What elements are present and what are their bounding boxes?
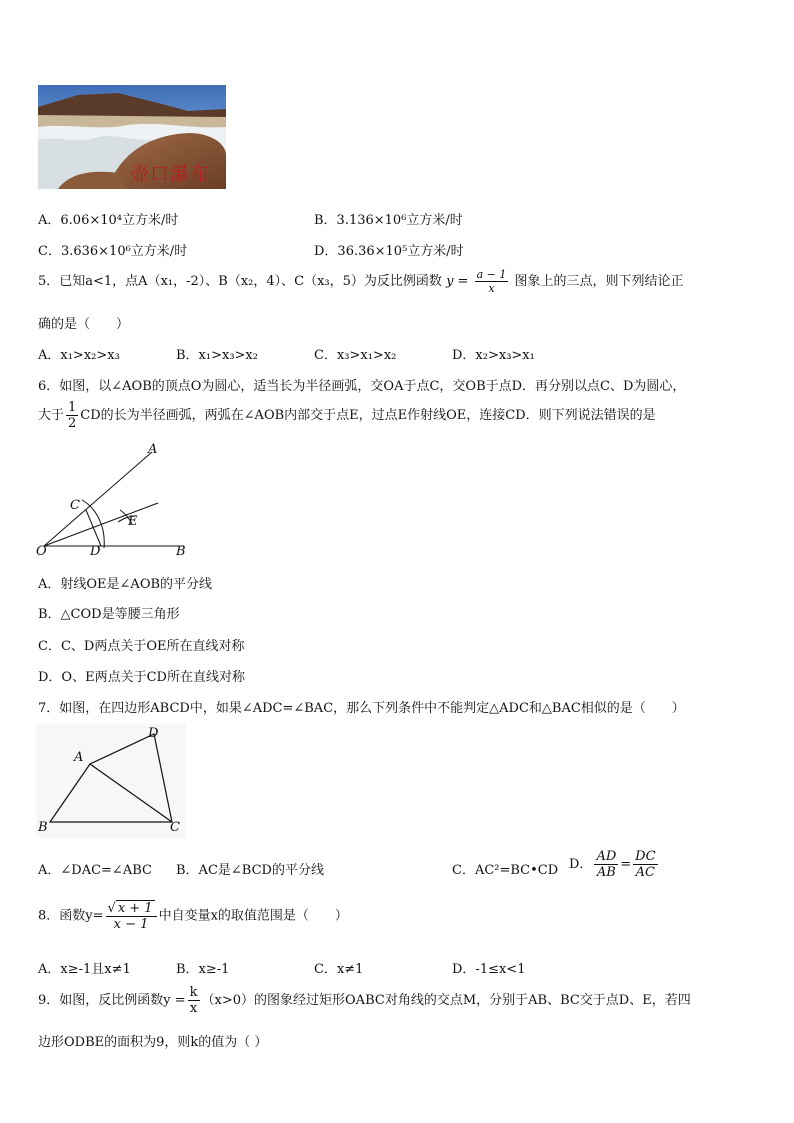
q6-figure [34, 440, 194, 562]
q6-option-c: C．C、D两点关于OE所在直线对称 [38, 639, 245, 654]
q5-fraction [475, 268, 509, 295]
q7-label-a: A [74, 750, 84, 765]
q6-half-fraction [66, 400, 78, 431]
q7-option-a: A．∠DAC=∠ABC [38, 863, 152, 878]
q7-d-den2: AC [635, 865, 656, 880]
q7-option-d-frac1 [594, 849, 618, 880]
q8-text-after: 中自变量x的取值范围是（ ） [158, 908, 348, 924]
q6-option-d: D．O、E两点关于CD所在直线对称 [38, 670, 245, 685]
q5-func-y: y [446, 274, 454, 289]
q7-option-d-frac2 [633, 849, 657, 880]
q6-label-o: O [36, 544, 47, 559]
q8-text-before: 8．函数y= [38, 908, 104, 924]
q7-figure-svg [36, 724, 186, 838]
q7-d-den1: AB [596, 865, 616, 880]
q6-stem-line2 [38, 400, 656, 431]
q8-stem [38, 900, 348, 932]
q9-text-after: （x>0）的图象经过矩形OABC对角线的交点M，分别于AB、BC交于点D、E，若四 [201, 993, 691, 1008]
q5-option-b: B．x₁>x₃>x₂ [176, 348, 258, 363]
q7-option-d [569, 849, 660, 880]
q8-option-b: B．x≥-1 [176, 962, 230, 977]
q7-figure [36, 724, 186, 838]
q8-option-a: A．x≥-1且x≠1 [38, 962, 131, 977]
q7-d-num1: AD [596, 849, 617, 864]
q7-option-b: B．AC是∠BCD的平分线 [176, 863, 324, 878]
q8-den: x − 1 [113, 917, 149, 932]
q5-text-before: 5．已知a<1，点A（x₁，-2）、B（x₂，4）、C（x₃，5）为反比例函数 [38, 274, 442, 289]
q9-k-den: x [189, 1001, 198, 1016]
q4-option-b: B．3.136×10⁶立方米/时 [314, 213, 463, 228]
q6-label-a: A [148, 442, 158, 457]
q6-text-after: CD的长为半径画弧，两弧在∠AOB内部交于点E，过点E作射线OE，连接CD．则下列说法错误的是 [80, 408, 656, 423]
q6-label-d: D [90, 544, 101, 559]
q5-fraction-num: a − 1 [476, 268, 507, 281]
q9-stem-line2: 边形ODBE的面积为9，则k的值为（ ） [38, 1035, 268, 1050]
q6-label-c: C [70, 498, 80, 513]
q7-d-eq: = [620, 857, 632, 872]
q6-option-b: B．△COD是等腰三角形 [38, 607, 180, 622]
q7-d-num2: DC [635, 849, 656, 864]
q4-option-c: C．3.636×10⁶立方米/时 [38, 244, 188, 259]
q8-option-c: C．x≠1 [314, 962, 364, 977]
q9-stem [38, 985, 691, 1016]
q7-option-c: C．AC²=BC•CD [452, 863, 559, 878]
q6-stem-line1: 6．如图，以∠AOB的顶点O为圆心，适当长为半径画弧，交OA于点C，交OB于点D．再分别以点C、D为圆心， [38, 379, 686, 394]
q6-text-before: 大于 [38, 408, 65, 423]
q6-half-den: 2 [68, 416, 77, 431]
q5-text-after: 图象上的三点，则下列结论正 [514, 274, 684, 289]
q8-num: √ x + 1 [106, 900, 157, 917]
q7-option-d-prefix: D． [569, 857, 593, 872]
q6-label-b: B [176, 544, 186, 559]
q5-stem-line2: 确的是（ ） [38, 317, 130, 332]
q9-text-before: 9．如图，反比例函数y = [38, 993, 186, 1008]
photo-caption: 壶口瀑布 [130, 163, 211, 185]
waterfall-photo [38, 85, 226, 189]
q6-label-e: E [128, 514, 138, 529]
q5-stem [38, 268, 684, 295]
q5-option-a: A．x₁>x₂>x₃ [38, 348, 120, 363]
q5-option-c: C．x₃>x₁>x₂ [314, 348, 397, 363]
q4-option-d: D．36.36×10⁵立方米/时 [314, 244, 464, 259]
q7-label-c: C [170, 820, 180, 835]
q4-option-a: A．6.06×10⁴立方米/时 [38, 213, 179, 228]
q6-option-a: A．射线OE是∠AOB的平分线 [38, 577, 213, 592]
q6-half-num: 1 [68, 400, 77, 415]
q9-k-num: k [189, 985, 198, 1000]
q8-fraction [106, 900, 157, 932]
q8-option-d: D．-1≤x<1 [452, 962, 526, 977]
q7-stem: 7．如图，在四边形ABCD中，如果∠ADC=∠BAC，那么下列条件中不能判定△ADC和△BAC相似的是（ ） [38, 701, 685, 716]
q5-func-eq: = [453, 274, 473, 289]
q5-option-d: D．x₂>x₃>x₁ [452, 348, 535, 363]
q7-label-b: B [38, 820, 48, 835]
q8-radicand: x + 1 [117, 901, 153, 916]
q9-fraction [188, 985, 200, 1016]
q5-fraction-den: x [488, 282, 495, 295]
q7-label-d: D [148, 726, 159, 741]
q6-figure-svg [34, 440, 194, 562]
